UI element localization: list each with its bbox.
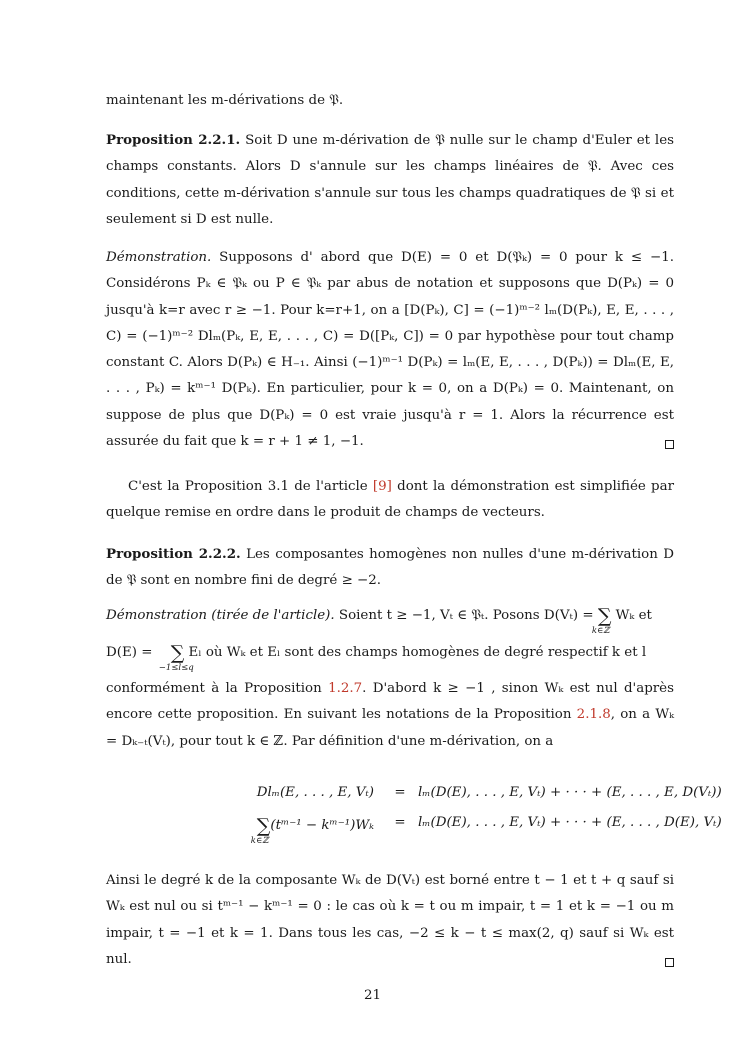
equation-lhs: Dlₘ(E, . . . , E, Vₜ)	[256, 785, 374, 800]
proof-text: D(E) =	[106, 645, 153, 660]
equation-2	[106, 815, 722, 853]
qed-square-icon	[665, 958, 674, 967]
equation-lhs-text: (tᵐ⁻¹ − kᵐ⁻¹)Wₖ	[270, 818, 374, 833]
equation-relation: =	[394, 815, 406, 830]
proposition-text: Soit D une m-dérivation de 𝔓 nulle sur le champ d'Euler et les champs constants. Alors D s'annule sur les champs linéaires de 𝔓. Avec ces conditions, cette m-dérivation s'annule sur tous les champs quadratiques de 𝔓 si et seulement si D est nulle.	[106, 133, 674, 227]
proof-2-paragraph	[106, 676, 674, 755]
sum-symbol: ∑ k∈ℤ	[591, 605, 612, 636]
equation-relation: =	[394, 785, 406, 800]
proof-text: , on a Wₖ = Dₖ₋ₜ(Vₜ), pour tout k ∈ ℤ. Par définition d'une m-dérivation, on a	[106, 707, 674, 749]
proof-1	[106, 245, 674, 455]
conclusion-text: Ainsi le degré k de la composante Wₖ de D(Vₜ) est borné entre t − 1 et t + q sauf si Wₖ est nul ou si tᵐ⁻¹ − kᵐ⁻¹ = 0 : le cas où k = t ou m impair, t = 1 et k = −1 ou m impair, t = −1 et k = 1. Dans tous les cas, −2 ≤ k − t ≤ max(2, q) sauf si Wₖ est nul.	[106, 873, 674, 967]
remark-text-before: C'est la Proposition 3.1 de l'article	[128, 479, 373, 494]
proposition-label: Proposition 2.2.2.	[106, 546, 241, 562]
proposition-label: Proposition 2.2.1.	[106, 132, 241, 148]
proof-2-line-1	[106, 605, 674, 636]
equation-rhs: lₘ(D(E), . . . , E, Vₜ) + · · · + (E, . . . , E, D(Vₜ))	[418, 785, 722, 800]
conclusion-paragraph	[106, 868, 674, 973]
sum-subscript: k∈ℤ	[591, 626, 610, 636]
intro-text: maintenant les m-dérivations de 𝔓.	[106, 93, 344, 108]
proof-label: Démonstration (tirée de l'article).	[106, 608, 335, 623]
proof-text: Eₗ où Wₖ et Eₗ sont des champs homogènes de degré respectif k et l	[188, 645, 647, 660]
proof-text: Wₖ et	[615, 608, 652, 623]
ref-link-2-1-8[interactable]: 2.1.8	[576, 707, 611, 723]
proposition-text: Les composantes homogènes non nulles d'une m-dérivation D de 𝔓 sont en nombre fini de degré ≥ −2.	[106, 547, 674, 589]
citation-link-9[interactable]: [9]	[372, 479, 392, 494]
sum-subscript: k∈ℤ	[250, 836, 269, 846]
proof-text: Supposons d' abord que D(E) = 0 et D(𝔓ₖ) = 0 pour k ≤ −1. Considérons Pₖ ∈ 𝔓ₖ ou P ∈ 𝔓ₖ par abus de notation et supposons que D(Pₖ) = 0 jusqu'à k=r avec r ≥ −1. Pour k=r+1, on a [D(Pₖ), C] = (−1)ᵐ⁻² lₘ(D(Pₖ), E, E, . . . , C) = (−1)ᵐ⁻² Dlₘ(Pₖ, E, E, . . . , C) = D([Pₖ, C]) = 0 par hypothèse pour tout champ constant C. Alors D(Pₖ) ∈ H₋₁. Ainsi (−1)ᵐ⁻¹ D(Pₖ) = lₘ(E, E, . . . , D(Pₖ)) = Dlₘ(E, E, . . . , Pₖ) = kᵐ⁻¹ D(Pₖ). En particulier, pour k = 0, on a D(Pₖ) = 0. Maintenant, on suppose de plus que D(Pₖ) = 0 est vraie jusqu'à r = 1. Alors la récurrence est assurée du fait que k = r + 1 ≠ 1, −1.	[106, 250, 674, 450]
proof-label: Démonstration.	[106, 250, 212, 265]
sum-symbol: ∑ k∈ℤ	[250, 815, 271, 846]
qed-square-icon	[665, 440, 674, 449]
proof-text: . D'abord k ≥ −1 , sinon Wₖ est nul d'après encore cette proposition. En suivant les notations de la Proposition	[106, 681, 674, 723]
page-number: 21	[363, 988, 382, 1003]
equation-rhs: lₘ(D(E), . . . , E, Vₜ) + · · · + (E, . . . , D(E), Vₜ)	[418, 815, 722, 830]
equation-1	[106, 785, 722, 815]
proof-text: Soient t ≥ −1, Vₜ ∈ 𝔓ₜ. Posons D(Vₜ) =	[334, 608, 594, 623]
intro-line	[106, 88, 674, 114]
proposition-2-2-2	[106, 541, 674, 595]
proof-2-line-2	[106, 642, 674, 673]
ref-link-1-2-7[interactable]: 1.2.7	[328, 681, 363, 696]
sum-subscript: −1≤l≤q	[158, 663, 194, 673]
proposition-2-2-1	[106, 127, 674, 233]
proof-2	[106, 605, 674, 755]
proof-text: conformément à la Proposition	[106, 681, 329, 696]
remark-text-after: dont la démonstration est simplifiée par quelque remise en ordre dans le produit de champs de vecteurs.	[106, 479, 674, 521]
remark-paragraph	[106, 474, 674, 527]
sum-symbol: ∑ −1≤l≤q	[158, 642, 194, 673]
equation-lhs	[250, 815, 374, 846]
